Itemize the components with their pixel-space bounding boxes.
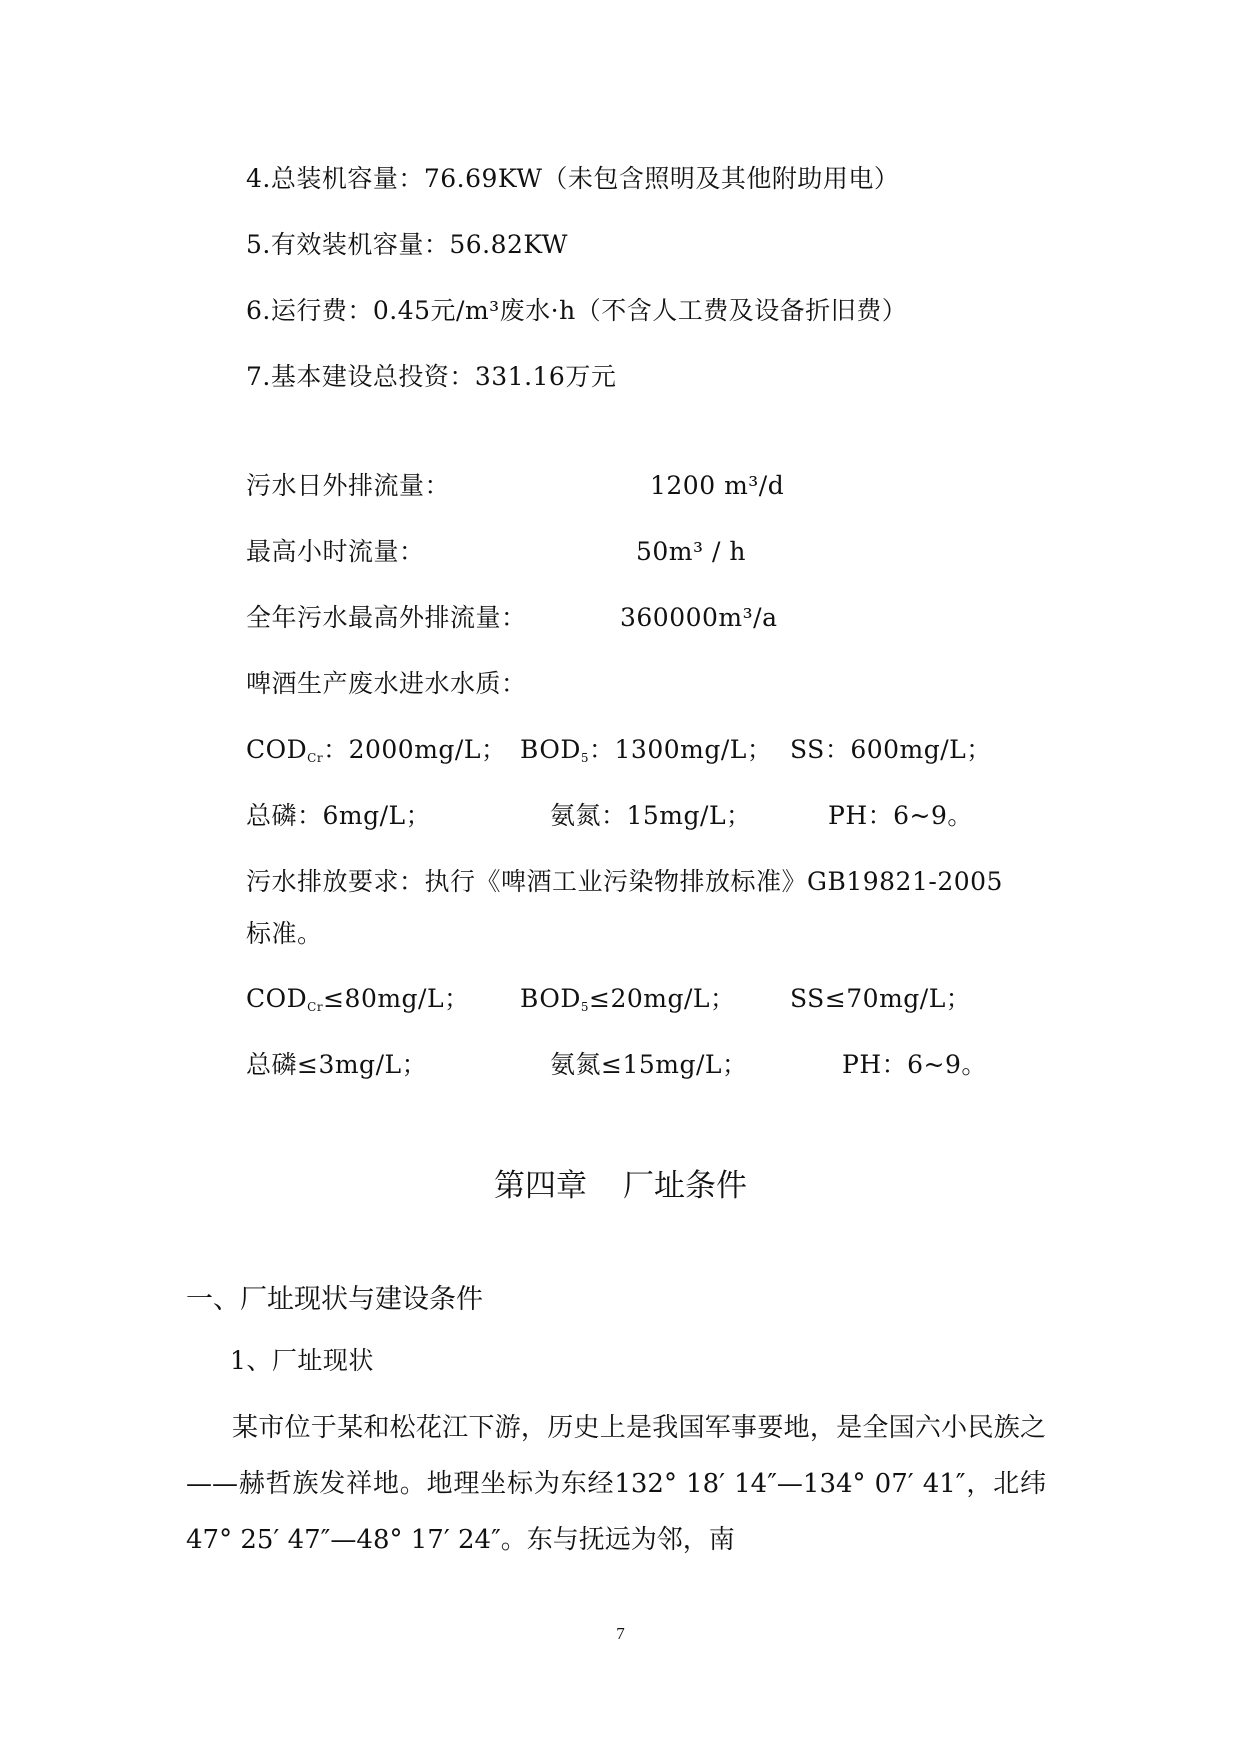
flow-value: 1200 m³/d [650, 471, 785, 500]
spec-item-5: 5.有效装机容量：56.82KW [246, 230, 568, 259]
spec-item-6: 6.运行费：0.45元/m³废水·h（不含人工费及设备折旧费） [246, 296, 908, 325]
discharge-cod: $COD_{Cr}\le 80mg/L$； [246, 984, 470, 1014]
body-paragraph: 某市位于某和松花江下游，历史上是我国军事要地，是全国六小民族之——赫哲族发祥地。地理坐标为东经132° 18′ 14″—134° 07′ 41″，北纬47° 25′ 47″—48° 17′ 24″。东与抚远为邻，南 [186, 1413, 1046, 1555]
influent-ph: PH：6~9。 [828, 801, 973, 830]
chapter-title: 厂址条件 [623, 1168, 747, 1204]
page-number: 7 [616, 1624, 625, 1643]
flow-label: 污水日外排流量： [246, 471, 451, 500]
discharge-requirement-2: 标准。 [246, 919, 323, 948]
spec-item-7: 7.基本建设总投资：331.16万元 [246, 362, 617, 391]
discharge-bod: $BOD_5\le 20mg/L$； [520, 984, 736, 1014]
influent-nh: 氨氮：15mg/L； [550, 801, 752, 830]
discharge-ph: PH：6~9。 [842, 1050, 987, 1079]
influent-ss: SS：600mg/L； [790, 735, 992, 764]
discharge-tp: 总磷≤3mg/L； [246, 1050, 428, 1079]
flow-label: 最高小时流量： [246, 537, 425, 566]
flow-label: 全年污水最高外排流量： [246, 603, 527, 632]
influent-heading: 啤酒生产废水进水水质： [246, 669, 527, 698]
discharge-ss: SS≤70mg/L； [790, 984, 972, 1013]
section-heading: 一、厂址现状与建设条件 [186, 1284, 483, 1315]
chapter-heading [0, 1166, 1241, 1206]
flow-value: 360000m³/a [620, 603, 778, 632]
influent-bod: $BOD_5$：1300mg/L； [520, 735, 773, 765]
discharge-requirement-1: 污水排放要求：执行《啤酒工业污染物排放标准》GB19821-2005 [246, 867, 1003, 896]
influent-cod: $COD_{Cr}$：2000mg/L； [246, 735, 507, 765]
spec-item-4: 4.总装机容量：76.69KW（未包含照明及其他附助用电） [246, 164, 900, 193]
chapter-number: 第四章 [494, 1168, 587, 1204]
influent-tp: 总磷：6mg/L； [246, 801, 432, 830]
flow-value: 50m³ / h [636, 537, 746, 566]
discharge-nh: 氨氮≤15mg/L； [550, 1050, 748, 1079]
subsection-heading: 1、厂址现状 [230, 1346, 374, 1375]
